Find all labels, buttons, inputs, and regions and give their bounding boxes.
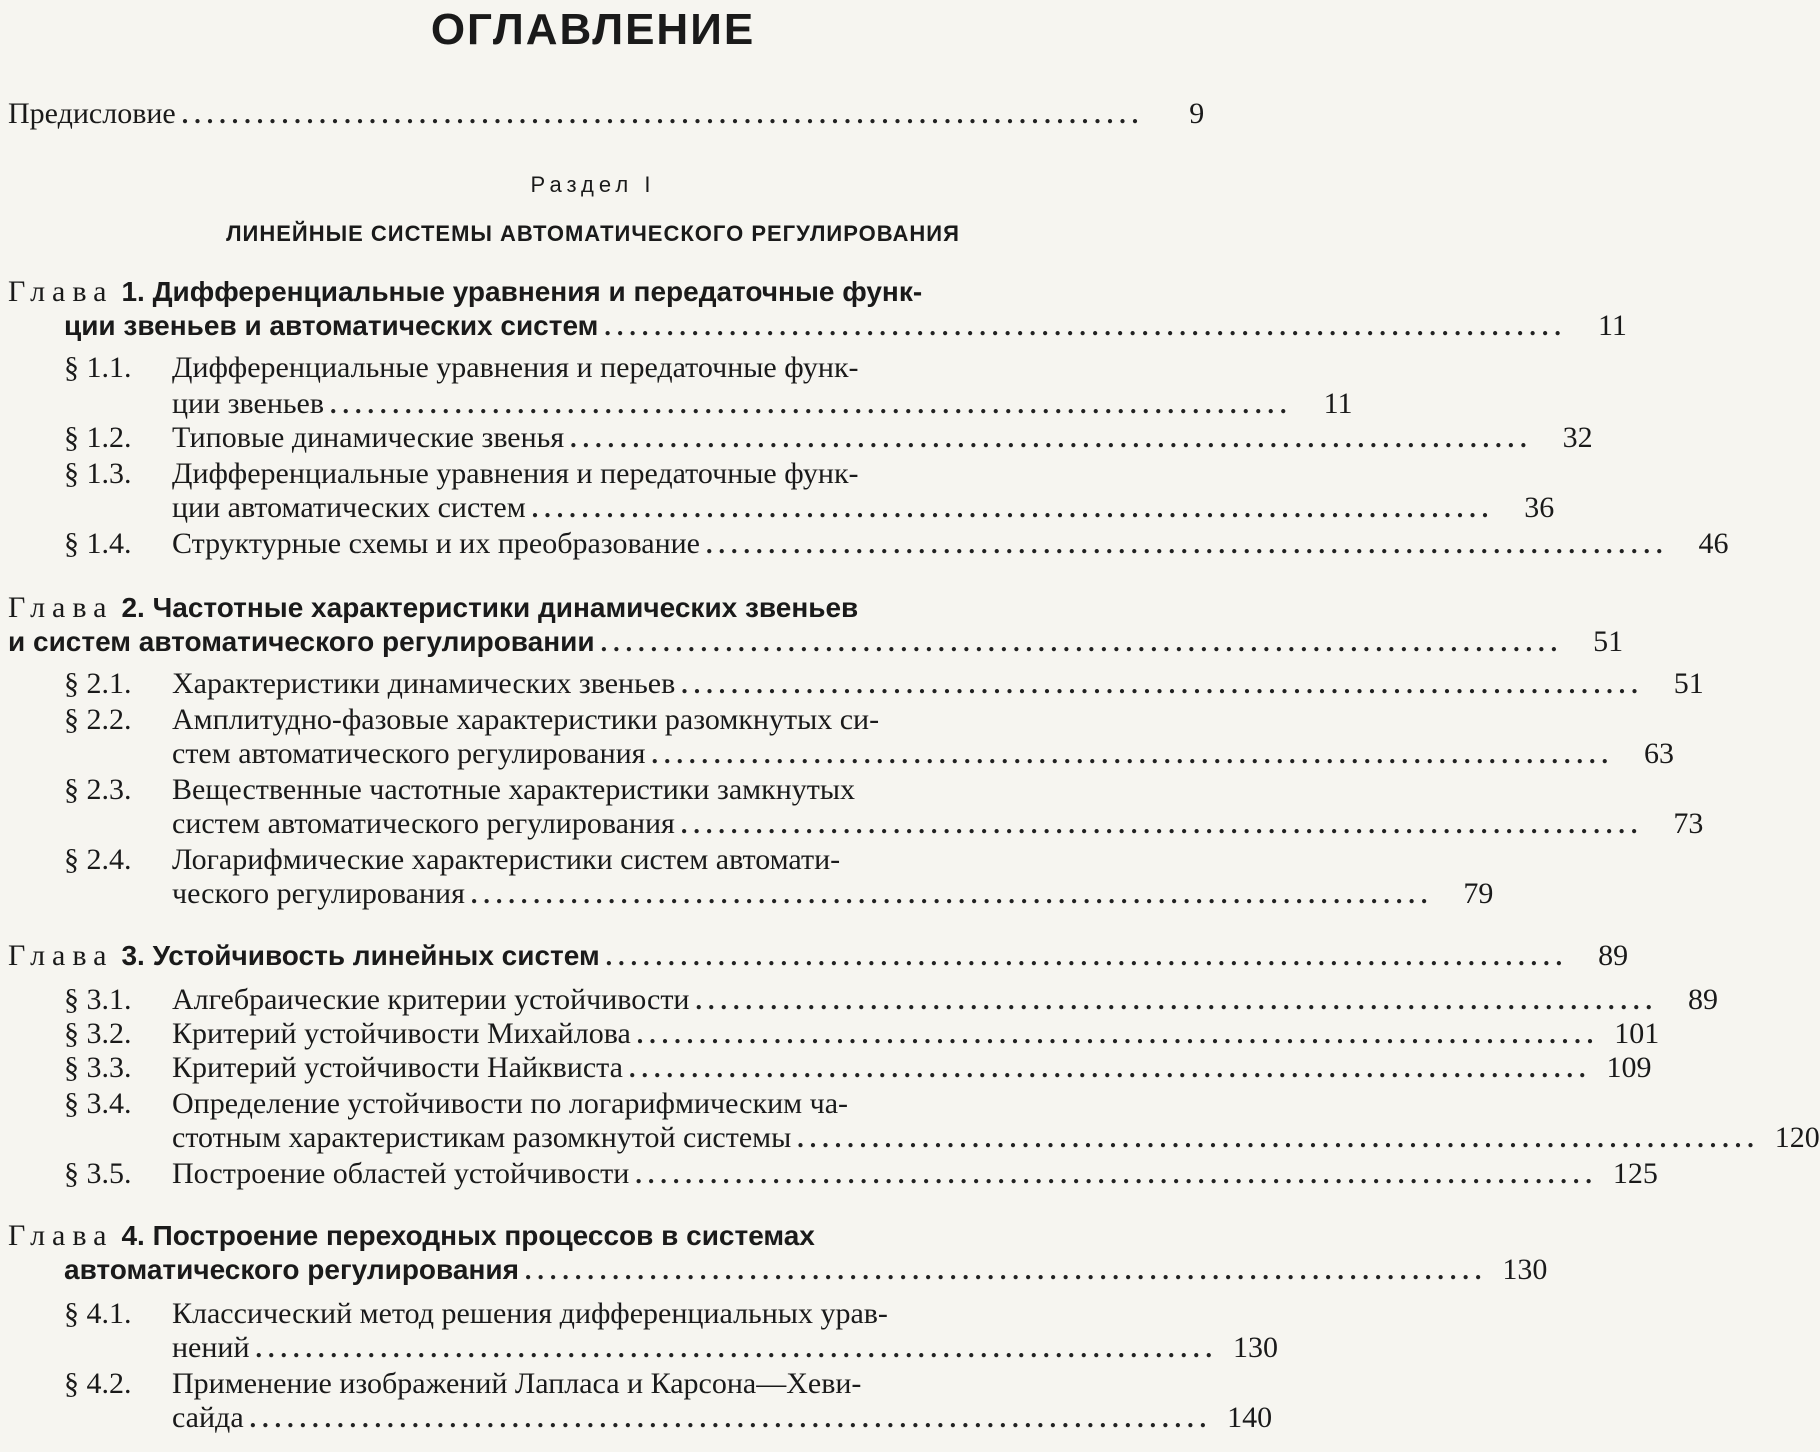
page-number: 9 <box>1189 97 1205 130</box>
section-title-line1: Типовые динамические звенья <box>172 421 565 454</box>
section-title: ЛИНЕЙНЫЕ СИСТЕМЫ АВТОМАТИЧЕСКОГО РЕГУЛИРОВАНИЯ <box>226 221 960 246</box>
leader-dots: ............................................................................. <box>651 740 1614 769</box>
section-number: § 1.3. <box>64 457 132 490</box>
chapter-title-line1: 4. Построение переходных процессов в системах <box>121 1220 815 1251</box>
section-1-3-cont[interactable] <box>172 490 1555 526</box>
section-number: § 1.4. <box>64 527 132 560</box>
chapter-2-heading-cont[interactable] <box>8 624 1624 660</box>
leader-dots: ............................................................................. <box>706 530 1669 559</box>
page-title: ОГЛАВЛЕНИЕ <box>430 5 756 54</box>
section-title-line1: Критерий устойчивости Найквиста <box>172 1051 623 1084</box>
page-number: 51 <box>1673 667 1704 700</box>
page-number: 101 <box>1614 1017 1660 1050</box>
section-2-4-cont[interactable] <box>172 876 1494 912</box>
section-title-line1: Применение изображений Лапласа и Карсона—Хеви- <box>172 1367 862 1400</box>
section-title-line1: Критерий устойчивости Михайлова <box>172 1017 631 1050</box>
page-number: 79 <box>1463 877 1494 910</box>
section-3-4[interactable] <box>64 1086 1170 1122</box>
leader-dots: ............................................................................. <box>600 628 1564 657</box>
section-title-line1: Структурные схемы и их преобразование <box>172 527 700 560</box>
leader-dots: ............................................................................. <box>695 986 1658 1015</box>
section-number: § 1.2. <box>64 421 132 454</box>
section-4-2-cont[interactable] <box>172 1400 1273 1436</box>
chapter-1-heading[interactable] <box>8 274 1170 310</box>
section-title-line2: систем автоматического регулирования <box>172 807 675 840</box>
section-number: § 3.3. <box>64 1051 132 1084</box>
section-title-line1: Определение устойчивости по логарифмическим ча- <box>172 1087 848 1120</box>
chapter-title-line2: ции звеньев и автоматических систем <box>64 310 599 341</box>
page-number: 89 <box>1598 939 1629 972</box>
leader-dots: ............................................................................. <box>570 424 1533 453</box>
section-2-3[interactable] <box>64 772 1170 808</box>
leader-dots: ............................................................................. <box>635 1160 1598 1189</box>
section-3-3[interactable] <box>64 1050 1652 1086</box>
section-1-1-cont[interactable] <box>172 386 1353 422</box>
section-number: § 2.3. <box>64 773 132 806</box>
section-4-1-cont[interactable] <box>172 1330 1279 1366</box>
page-number: 36 <box>1524 491 1555 524</box>
chapter-prefix: Глава <box>8 1219 114 1252</box>
section-3-1[interactable] <box>64 982 1718 1018</box>
page-number: 120 <box>1774 1121 1820 1154</box>
chapter-prefix: Глава <box>8 591 114 624</box>
section-2-1[interactable] <box>64 666 1704 702</box>
leader-dots: ............................................................................. <box>524 1256 1488 1285</box>
section-title-line2: нений <box>172 1331 250 1364</box>
page-number: 109 <box>1606 1051 1652 1084</box>
leader-dots: ............................................................................. <box>605 942 1569 971</box>
section-1-2[interactable] <box>64 420 1593 456</box>
section-number: § 4.2. <box>64 1367 132 1400</box>
section-3-5[interactable] <box>64 1156 1658 1192</box>
section-number: § 3.4. <box>64 1087 132 1120</box>
section-number: § 2.4. <box>64 843 132 876</box>
section-number: § 3.2. <box>64 1017 132 1050</box>
section-4-1[interactable] <box>64 1296 1170 1332</box>
leader-dots: ............................................................................. <box>255 1334 1219 1363</box>
section-title-line2: ции автоматических систем <box>172 491 526 524</box>
section-2-2[interactable] <box>64 702 1170 738</box>
section-3-2[interactable] <box>64 1016 1660 1052</box>
section-number: § 1.1. <box>64 351 132 384</box>
chapter-4-heading[interactable] <box>8 1218 1170 1254</box>
section-title-line1: Дифференциальные уравнения и передаточные функ- <box>172 457 859 490</box>
section-number: § 3.1. <box>64 983 132 1016</box>
page-number: 125 <box>1612 1157 1658 1190</box>
section-title-line1: Алгебраические критерии устойчивости <box>172 983 690 1016</box>
page-number: 32 <box>1562 421 1593 454</box>
chapter-1-heading-cont[interactable] <box>64 308 1627 344</box>
section-4-2[interactable] <box>64 1366 1170 1402</box>
chapter-title-line1: 1. Дифференциальные уравнения и передаточные функ- <box>121 276 923 307</box>
chapter-3-heading[interactable] <box>8 938 1629 974</box>
section-2-4[interactable] <box>64 842 1170 878</box>
leader-dots: ............................................................................. <box>681 670 1644 699</box>
section-number: § 3.5. <box>64 1157 132 1190</box>
chapter-title-line2: автоматического регулирования <box>64 1254 519 1285</box>
leader-dots: ............................................................................. <box>181 100 1145 129</box>
chapter-title-line2: и систем автоматического регулировании <box>8 626 595 657</box>
chapter-4-heading-cont[interactable] <box>64 1252 1548 1288</box>
page-number: 73 <box>1673 807 1704 840</box>
section-number: § 2.1. <box>64 667 132 700</box>
chapter-title-line1: 2. Частотные характеристики динамических звеньев <box>121 592 859 623</box>
leader-dots: ............................................................................. <box>330 390 1293 419</box>
leader-dots: ............................................................................. <box>636 1020 1600 1049</box>
section-3-4-cont[interactable] <box>172 1120 1820 1156</box>
leader-dots: ............................................................................. <box>470 880 1434 909</box>
leader-dots: ............................................................................. <box>604 312 1567 341</box>
page-number: 130 <box>1502 1253 1548 1286</box>
section-2-3-cont[interactable] <box>172 806 1704 842</box>
section-title-line2: ческого регулирования <box>172 877 465 910</box>
chapter-prefix: Глава <box>8 939 114 972</box>
page-number: 51 <box>1593 625 1624 658</box>
section-title-line2: ции звеньев <box>172 387 325 420</box>
chapter-prefix: Глава <box>8 275 114 308</box>
page-number: 46 <box>1698 527 1729 560</box>
entry-label: Предисловие <box>8 97 176 130</box>
section-1-3[interactable] <box>64 456 1170 492</box>
section-title-line2: стотным характеристикам разомкнутой системы <box>172 1121 792 1154</box>
section-1-4[interactable] <box>64 526 1729 562</box>
section-title-line1: Характеристики динамических звеньев <box>172 667 676 700</box>
section-number: § 4.1. <box>64 1297 132 1330</box>
section-title-line1: Логарифмические характеристики систем автомати- <box>172 843 841 876</box>
page-number: 140 <box>1227 1401 1273 1434</box>
chapter-2-heading[interactable] <box>8 590 1170 626</box>
section-number: § 2.2. <box>64 703 132 736</box>
section-2-2-cont[interactable] <box>172 736 1674 772</box>
section-title-line1: Построение областей устойчивости <box>172 1157 630 1190</box>
leader-dots: ............................................................................. <box>680 810 1644 839</box>
leader-dots: ............................................................................. <box>249 1404 1213 1433</box>
toc-entry-preface[interactable] <box>8 96 1205 132</box>
chapter-title-line1: 3. Устойчивость линейных систем <box>121 940 600 971</box>
section-1-1[interactable] <box>64 350 1170 386</box>
section-title-line1: Вещественные частотные характеристики замкнутых <box>172 773 856 806</box>
page-number: 89 <box>1688 983 1718 1016</box>
leader-dots: ............................................................................. <box>628 1054 1592 1083</box>
leader-dots: ............................................................................. <box>797 1124 1760 1153</box>
page-number: 11 <box>1323 387 1353 420</box>
section-title-line2: стем автоматического регулирования <box>172 737 646 770</box>
section-title-line1: Дифференциальные уравнения и передаточные функ- <box>172 351 859 384</box>
section-title-line1: Амплитудно-фазовые характеристики разомкнутых си- <box>172 703 880 736</box>
section-label: Раздел I <box>530 172 656 197</box>
page-number: 130 <box>1233 1331 1279 1364</box>
leader-dots: ............................................................................. <box>531 494 1495 523</box>
section-title-line1: Классический метод решения дифференциальных урав- <box>172 1297 888 1330</box>
page-number: 63 <box>1643 737 1674 770</box>
section-title-line2: сайда <box>172 1401 244 1434</box>
page-number: 11 <box>1597 309 1627 342</box>
